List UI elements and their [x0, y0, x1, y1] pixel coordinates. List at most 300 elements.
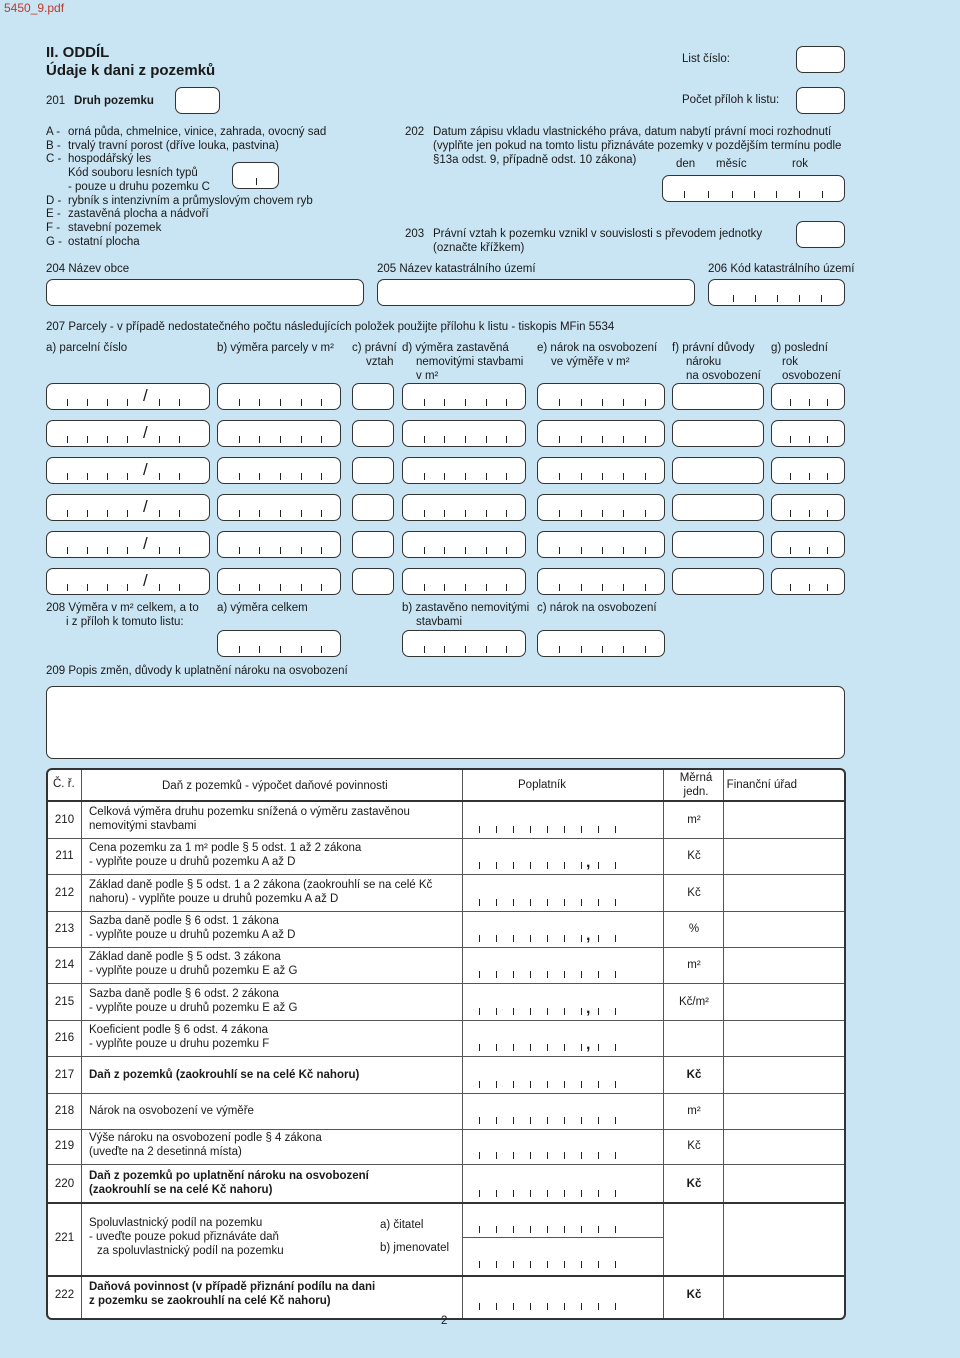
digit-separator-tick [530, 1117, 531, 1124]
digit-separator-tick [301, 436, 302, 443]
land-type-code: G - [46, 236, 62, 248]
digit-separator-tick [513, 1044, 514, 1051]
table-row-text-2: - vyplňte pouze u druhu pozemku F [89, 1038, 270, 1050]
exemption-area-field[interactable] [537, 494, 665, 521]
exemption-area-field[interactable] [537, 531, 665, 558]
digit-separator-tick [506, 646, 507, 653]
digit-separator-tick [598, 1261, 599, 1268]
taxpayer-value-field[interactable] [464, 1168, 662, 1200]
digit-separator-tick [530, 971, 531, 978]
last-exemption-year-field[interactable] [771, 568, 845, 595]
digit-separator-tick [127, 584, 128, 591]
digit-separator-tick [239, 547, 240, 554]
last-exemption-year-field[interactable] [771, 383, 845, 410]
digit-separator-tick [530, 1081, 531, 1088]
digit-separator-tick [827, 584, 828, 591]
page-number: 2 [441, 1315, 448, 1327]
taxpayer-value-field[interactable] [464, 877, 662, 909]
table-header-poplatnik: Poplatník [518, 779, 566, 791]
taxpayer-value-field[interactable] [464, 1022, 662, 1054]
digit-separator-tick [107, 436, 108, 443]
financni-urad-column [724, 802, 844, 1316]
digit-separator-tick [465, 436, 466, 443]
digit-separator-tick [564, 1117, 565, 1124]
table-row-unit: Kč [687, 1140, 701, 1152]
table-row-number: 213 [54, 923, 75, 935]
digit-separator-tick [496, 1008, 497, 1015]
parcel-header-c1: c) právní [352, 342, 397, 354]
digit-separator-tick [239, 646, 240, 653]
r203-line-2: (označte křížkem) [433, 242, 525, 254]
digit-separator-tick [87, 399, 88, 406]
digit-separator-tick [179, 399, 180, 406]
table-row-number: 217 [54, 1069, 75, 1081]
taxpayer-value-field[interactable] [464, 1095, 662, 1127]
digit-separator-tick [496, 1044, 497, 1051]
digit-separator-tick [790, 473, 791, 480]
r202-number: 202 [405, 126, 425, 138]
digit-separator-tick [179, 473, 180, 480]
digit-separator-tick [444, 399, 445, 406]
list-cislo-label: List číslo: [682, 53, 730, 65]
parcel-area-field[interactable] [217, 420, 341, 447]
digit-separator-tick [280, 399, 281, 406]
taxpayer-value-field[interactable] [464, 840, 662, 872]
digit-separator-tick [755, 295, 756, 302]
section-title: II. ODDÍL [46, 44, 110, 61]
digit-separator-tick [564, 1044, 565, 1051]
digit-separator-tick [559, 399, 560, 406]
digit-separator-tick [239, 584, 240, 591]
digit-separator-tick [645, 436, 646, 443]
r201-number: 201 [46, 95, 66, 107]
parcel-number-field[interactable] [46, 568, 210, 595]
digit-separator-tick [530, 826, 531, 833]
parcel-area-field[interactable] [217, 531, 341, 558]
land-type-code: F - [46, 222, 61, 234]
taxpayer-value-field[interactable] [464, 1130, 662, 1162]
legal-reason-field[interactable] [672, 531, 764, 558]
digit-separator-tick [530, 935, 531, 942]
table-row-number: 219 [54, 1140, 75, 1152]
taxpayer-value-field[interactable] [464, 804, 662, 836]
taxpayer-value-field[interactable] [464, 1059, 662, 1091]
digit-separator-tick [513, 935, 514, 942]
r202-rok-label: rok [792, 158, 808, 170]
digit-separator-tick [564, 1152, 565, 1159]
legal-relation-field[interactable] [352, 531, 394, 558]
vymera-celkem-field[interactable] [217, 630, 341, 657]
digit-separator-tick [615, 862, 616, 869]
parcel-header-a: a) parcelní číslo [46, 342, 128, 354]
digit-separator-tick [809, 473, 810, 480]
last-exemption-year-field[interactable] [771, 494, 845, 521]
digit-separator-tick [809, 510, 810, 517]
table-row-text-1: Daň z pozemků (zaokrouhlí se na celé Kč nahoru) [89, 1069, 360, 1081]
digit-separator-tick [321, 473, 322, 480]
digit-separator-tick [159, 510, 160, 517]
digit-separator-tick [598, 1226, 599, 1233]
table-row-text-2: (zaokrouhlí se na celé Kč nahoru) [89, 1184, 273, 1196]
digit-separator-tick [530, 1226, 531, 1233]
exemption-area-field[interactable] [537, 568, 665, 595]
popis-zmen-field[interactable] [46, 686, 845, 759]
parcel-number-field[interactable] [46, 531, 210, 558]
parcel-number-field[interactable] [46, 457, 210, 484]
digit-separator-tick [87, 584, 88, 591]
exemption-area-field[interactable] [537, 457, 665, 484]
exemption-area-field[interactable] [537, 383, 665, 410]
built-area-field[interactable] [402, 457, 526, 484]
digit-separator-tick [547, 1008, 548, 1015]
digit-separator-tick [513, 899, 514, 906]
digit-separator-tick [581, 399, 582, 406]
table-row-unit: m² [687, 814, 701, 826]
digit-separator-tick [479, 935, 480, 942]
digit-separator-tick [581, 1081, 582, 1088]
digit-separator-tick [107, 584, 108, 591]
r202-line-3: §13a odst. 9, případně odst. 10 zákona) [433, 154, 637, 166]
digit-separator-tick [623, 547, 624, 554]
digit-separator-tick [321, 646, 322, 653]
digit-separator-tick [645, 473, 646, 480]
pocet-priloh-field[interactable] [796, 87, 845, 114]
land-type-text: trvalý travní porost (dříve louka, pastvina) [68, 140, 279, 152]
legal-reason-field[interactable] [672, 568, 764, 595]
parcel-area-field[interactable] [217, 457, 341, 484]
r203-checkbox-field[interactable] [796, 221, 845, 248]
digit-separator-tick [547, 1117, 548, 1124]
digit-separator-tick [67, 399, 68, 406]
jmenovatel-field[interactable] [464, 1240, 662, 1271]
digit-separator-tick [799, 295, 800, 302]
digit-separator-tick [790, 510, 791, 517]
last-exemption-year-field[interactable] [771, 420, 845, 447]
digit-separator-tick [444, 510, 445, 517]
digit-separator-tick [127, 547, 128, 554]
digit-separator-tick [444, 547, 445, 554]
digit-separator-tick [581, 1261, 582, 1268]
digit-separator-tick [479, 1226, 480, 1233]
digit-separator-tick [465, 646, 466, 653]
taxpayer-value-field[interactable] [464, 913, 662, 945]
digit-separator-tick [754, 191, 755, 198]
legal-relation-field[interactable] [352, 383, 394, 410]
built-area-field[interactable] [402, 494, 526, 521]
table-row-number: 221 [54, 1232, 75, 1244]
digit-separator-tick [581, 826, 582, 833]
digit-separator-tick [581, 510, 582, 517]
digit-separator-tick [615, 899, 616, 906]
parcel-header-d2: nemovitými stavbami [416, 356, 524, 368]
digit-separator-tick [827, 399, 828, 406]
legal-reason-field[interactable] [672, 420, 764, 447]
digit-separator-tick [321, 547, 322, 554]
digit-separator-tick [496, 1303, 497, 1310]
digit-separator-tick [496, 935, 497, 942]
digit-separator-tick [530, 1190, 531, 1197]
digit-separator-tick [513, 826, 514, 833]
table-row-unit: m² [687, 1105, 701, 1117]
parcel-header-c2: vztah [366, 356, 394, 368]
digit-separator-tick [581, 1303, 582, 1310]
digit-separator-tick [777, 295, 778, 302]
digit-separator-tick [790, 547, 791, 554]
digit-separator-tick [615, 1261, 616, 1268]
digit-separator-tick [67, 510, 68, 517]
digit-separator-tick [645, 584, 646, 591]
digit-separator-tick [259, 399, 260, 406]
last-exemption-year-field[interactable] [771, 457, 845, 484]
digit-separator-tick [496, 1152, 497, 1159]
digit-separator-tick [479, 826, 480, 833]
digit-separator-tick [598, 899, 599, 906]
list-cislo-field[interactable] [796, 46, 845, 73]
digit-separator-tick [486, 646, 487, 653]
land-type-text: hospodářský les [68, 153, 152, 165]
parcel-number-field[interactable] [46, 494, 210, 521]
table-header-merna: Měrná [679, 772, 713, 784]
table-row-unit: Kč [687, 850, 701, 862]
digit-separator-tick [506, 584, 507, 591]
digit-separator-tick [564, 971, 565, 978]
table-row-text-1: Cena pozemku za 1 m² podle § 5 odst. 1 až 2 zákona [89, 842, 362, 854]
taxpayer-value-field[interactable] [464, 986, 662, 1018]
legal-reason-field[interactable] [672, 457, 764, 484]
taxpayer-value-field[interactable] [464, 949, 662, 981]
table-row-text-1: Sazba daně podle § 6 odst. 1 zákona [89, 915, 279, 927]
r221-text-3: za spoluvlastnický podíl na pozemku [97, 1245, 284, 1257]
digit-separator-tick [513, 1081, 514, 1088]
digit-separator-tick [479, 862, 480, 869]
table-row-number: 220 [54, 1178, 75, 1190]
digit-separator-tick [598, 971, 599, 978]
digit-separator-tick [87, 473, 88, 480]
digit-separator-tick [564, 862, 565, 869]
r203-line-1: Právní vztah k pozemku vznikl v souvislosti s převodem jednotky [433, 228, 763, 240]
digit-separator-tick [179, 510, 180, 517]
parcel-header-f3: na osvobození [686, 370, 761, 382]
digit-separator-tick [280, 436, 281, 443]
table-header-cislo: Č. ř. [53, 778, 75, 790]
legal-relation-field[interactable] [352, 494, 394, 521]
nazev-katastralniho-uzemi-field[interactable] [377, 279, 695, 306]
r209-label: 209 Popis změn, důvody k uplatnění nároku na osvobození [46, 665, 348, 677]
digit-separator-tick [159, 584, 160, 591]
digit-separator-tick [107, 473, 108, 480]
digit-separator-tick [479, 1117, 480, 1124]
last-exemption-year-field[interactable] [771, 531, 845, 558]
table-row-text-2: - vyplňte pouze u druhů pozemku E až G [89, 965, 298, 977]
parcel-header-e2: ve výměře v m² [551, 356, 630, 368]
digit-separator-tick [799, 191, 800, 198]
digit-separator-tick [259, 436, 260, 443]
r221-jmenovatel-label: b) jmenovatel [380, 1242, 450, 1254]
parcel-area-field[interactable] [217, 494, 341, 521]
table-row-unit: Kč/m² [678, 996, 710, 1008]
digit-separator-tick [479, 1190, 480, 1197]
land-type-text: orná půda, chmelnice, vinice, zahrada, ovocný sad [68, 126, 327, 138]
exemption-area-field[interactable] [537, 420, 665, 447]
digit-separator-tick [581, 899, 582, 906]
r202-date-field[interactable] [662, 175, 845, 202]
built-area-field[interactable] [402, 383, 526, 410]
digit-separator-tick [547, 1152, 548, 1159]
digit-separator-tick [547, 935, 548, 942]
digit-separator-tick [486, 584, 487, 591]
digit-separator-tick [107, 547, 108, 554]
table-row-text-1: Základ daně podle § 5 odst. 1 a 2 zákona (zaokrouhlí se na celé Kč [89, 879, 433, 891]
digit-separator-tick [615, 935, 616, 942]
digit-separator-tick [127, 436, 128, 443]
legal-reason-field[interactable] [672, 383, 764, 410]
digit-separator-tick [547, 971, 548, 978]
r208-label-2: i z příloh k tomuto listu: [66, 616, 184, 628]
nazev-obce-field[interactable] [46, 279, 364, 306]
digit-separator-tick [465, 584, 466, 591]
digit-separator-tick [602, 584, 603, 591]
r202-line-2: (vyplňte jen pokud na tomto listu přiznáváte pozemky v pozdějším termínu podle [433, 140, 842, 152]
table-row-number: 222 [54, 1289, 75, 1301]
table-row-number: 218 [54, 1105, 75, 1117]
r203-number: 203 [405, 228, 425, 240]
digit-separator-tick [564, 899, 565, 906]
digit-separator-tick [530, 862, 531, 869]
digit-separator-tick [615, 826, 616, 833]
digit-separator-tick [486, 547, 487, 554]
digit-separator-tick [479, 1261, 480, 1268]
r204-label: 204 Název obce [46, 263, 130, 275]
legal-reason-field[interactable] [672, 494, 764, 521]
digit-separator-tick [602, 473, 603, 480]
digit-separator-tick [530, 899, 531, 906]
druh-pozemku-field[interactable] [175, 87, 220, 114]
digit-separator-tick [559, 510, 560, 517]
digit-separator-tick [581, 473, 582, 480]
digit-separator-tick [301, 547, 302, 554]
digit-separator-tick [581, 1190, 582, 1197]
digit-separator-tick [67, 436, 68, 443]
digit-separator-tick [581, 862, 582, 869]
parcel-area-field[interactable] [217, 383, 341, 410]
built-area-field[interactable] [402, 420, 526, 447]
r221-split-line [462, 1237, 663, 1238]
zastaveno-celkem-field[interactable] [402, 630, 526, 657]
digit-separator-tick [564, 1226, 565, 1233]
digit-separator-tick [530, 1008, 531, 1015]
land-type-text: - pouze u druhu pozemku C [68, 181, 210, 193]
digit-separator-tick [602, 547, 603, 554]
table-row-number: 211 [55, 850, 74, 862]
table-row-text-1: Nárok na osvobození ve výměře [89, 1105, 254, 1117]
parcel-header-d1: d) výměra zastavěná [402, 342, 509, 354]
digit-separator-tick [513, 1261, 514, 1268]
digit-separator-tick [107, 399, 108, 406]
digit-separator-tick [581, 547, 582, 554]
digit-separator-tick [479, 1303, 480, 1310]
r208-b-label-1: b) zastavěno nemovitými [402, 602, 530, 614]
digit-separator-tick [581, 1117, 582, 1124]
digit-separator-tick [159, 473, 160, 480]
digit-separator-tick [564, 935, 565, 942]
digit-separator-tick [559, 436, 560, 443]
parcel-number-field[interactable] [46, 383, 210, 410]
narok-celkem-field[interactable] [537, 630, 665, 657]
r202-den-label: den [676, 158, 696, 170]
parcel-header-g1: g) poslední [771, 342, 828, 354]
digit-separator-tick [280, 646, 281, 653]
digit-separator-tick [559, 547, 560, 554]
digit-separator-tick [623, 436, 624, 443]
table-row-text-1: Koeficient podle § 6 odst. 4 zákona [89, 1024, 269, 1036]
digit-separator-tick [598, 1008, 599, 1015]
digit-separator-tick [790, 584, 791, 591]
parcel-number-field[interactable] [46, 420, 210, 447]
digit-separator-tick [547, 1261, 548, 1268]
digit-separator-tick [559, 646, 560, 653]
digit-separator-tick [496, 1261, 497, 1268]
digit-separator-tick [564, 1261, 565, 1268]
table-row-text-1: Daň z pozemků po uplatnění nároku na osvobození [89, 1170, 369, 1182]
digit-separator-tick [581, 1226, 582, 1233]
digit-separator-tick [127, 399, 128, 406]
table-row-unit: % [688, 923, 700, 935]
decimal-comma: , [586, 1036, 591, 1053]
table-row-text-1: Celková výměra druhu pozemku snížená o výměru zastavěnou [89, 806, 410, 818]
digit-separator-tick [513, 1190, 514, 1197]
digit-separator-tick [301, 473, 302, 480]
built-area-field[interactable] [402, 531, 526, 558]
kod-katastralniho-uzemi-field[interactable] [708, 279, 845, 306]
digit-separator-tick [615, 1190, 616, 1197]
digit-separator-tick [506, 547, 507, 554]
digit-separator-tick [530, 1261, 531, 1268]
digit-separator-tick [506, 436, 507, 443]
built-area-field[interactable] [402, 568, 526, 595]
digit-separator-tick [280, 510, 281, 517]
digit-separator-tick [424, 547, 425, 554]
digit-separator-tick [623, 646, 624, 653]
digit-separator-tick [87, 510, 88, 517]
digit-separator-tick [259, 646, 260, 653]
digit-separator-tick [280, 473, 281, 480]
digit-separator-tick [424, 473, 425, 480]
digit-separator-tick [513, 1226, 514, 1233]
digit-separator-tick [790, 436, 791, 443]
digit-separator-tick [496, 862, 497, 869]
legal-relation-field[interactable] [352, 457, 394, 484]
kod-souboru-lesnich-typu-field[interactable] [232, 162, 279, 189]
digit-separator-tick [486, 510, 487, 517]
digit-separator-tick [424, 399, 425, 406]
dan-povinnost-field[interactable] [464, 1279, 662, 1313]
digit-separator-tick [444, 436, 445, 443]
digit-separator-tick [564, 1008, 565, 1015]
citatel-field[interactable] [464, 1205, 662, 1236]
digit-separator-tick [809, 436, 810, 443]
decimal-comma: , [586, 854, 591, 871]
digit-separator-tick [615, 971, 616, 978]
digit-separator-tick [424, 646, 425, 653]
digit-separator-tick [581, 584, 582, 591]
digit-separator-tick [506, 399, 507, 406]
digit-separator-tick [465, 473, 466, 480]
digit-separator-tick [486, 473, 487, 480]
parcel-area-field[interactable] [217, 568, 341, 595]
digit-separator-tick [513, 1152, 514, 1159]
legal-relation-field[interactable] [352, 420, 394, 447]
legal-relation-field[interactable] [352, 568, 394, 595]
